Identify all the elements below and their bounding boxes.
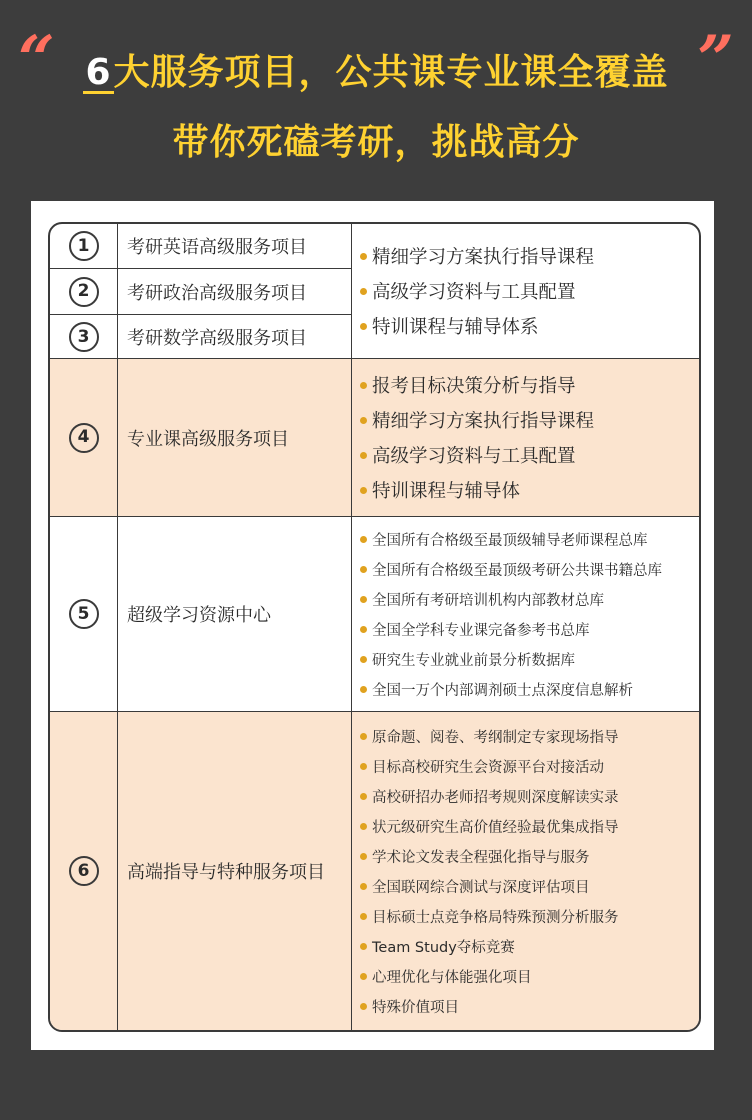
list-item: 研究生专业就业前景分析数据库 — [360, 644, 699, 674]
number-badge-5: 5 — [69, 599, 99, 629]
number-badge-2: 2 — [69, 277, 99, 307]
number-badge-3: 3 — [69, 322, 99, 352]
bullet-dot-icon — [360, 913, 367, 920]
bullet-dot-icon — [360, 763, 367, 770]
feature-list — [352, 359, 699, 516]
list-item: 全国所有考研培训机构内部教材总库 — [360, 584, 699, 614]
list-item: 高校研招办老师招考规则深度解读实录 — [360, 781, 699, 811]
list-item: 心理优化与体能强化项目 — [360, 961, 699, 991]
bullet-dot-icon — [360, 793, 367, 800]
list-item: 全国联网综合测试与深度评估项目 — [360, 871, 699, 901]
list-item: 学术论文发表全程强化指导与服务 — [360, 841, 699, 871]
number-badge-6: 6 — [69, 856, 99, 886]
service-name-politics: 考研政治高级服务项目 — [118, 269, 352, 314]
bullet-dot-icon — [360, 452, 367, 459]
headline-line-1-text: 大服务项目，公共课专业课全覆盖 — [113, 52, 669, 93]
list-item: Team Study夺标竞赛 — [360, 931, 699, 961]
service-name-english: 考研英语高级服务项目 — [118, 224, 352, 268]
service-table — [48, 222, 701, 1032]
headline-line-2: 带你死磕考研，挑战高分 — [172, 122, 580, 163]
bullet-dot-icon — [360, 596, 367, 603]
sub-row-english — [50, 224, 352, 269]
bullet-dot-icon — [360, 853, 367, 860]
list-item: 全国全学科专业课完备参考书总库 — [360, 614, 699, 644]
bullet-dot-icon — [360, 943, 367, 950]
list-item: 精细学习方案执行指导课程 — [360, 403, 699, 438]
bullet-dot-icon — [360, 973, 367, 980]
list-item: 原命题、阅卷、考纲制定专家现场指导 — [360, 721, 699, 751]
bullet-dot-icon — [360, 382, 367, 389]
bullet-dot-icon — [360, 883, 367, 890]
sub-row-math — [50, 315, 352, 359]
bullet-dot-icon — [360, 823, 367, 830]
list-item: 目标硕士点竞争格局特殊预测分析服务 — [360, 901, 699, 931]
service-name-major-course: 专业课高级服务项目 — [118, 359, 352, 516]
bullet-dot-icon — [360, 566, 367, 573]
headline-line-1 — [0, 44, 752, 95]
service-name-resource-center: 超级学习资源中心 — [118, 517, 352, 711]
list-item: 精细学习方案执行指导课程 — [360, 239, 699, 274]
list-item: 特训课程与辅导体系 — [360, 309, 699, 344]
list-item: 特殊价值项目 — [360, 991, 699, 1021]
bullet-dot-icon — [360, 536, 367, 543]
open-quote-mark: “ — [18, 22, 55, 97]
service-name-premium-guidance: 高端指导与特种服务项目 — [118, 712, 352, 1030]
bullet-dot-icon — [360, 417, 367, 424]
table-row-major-course — [50, 359, 699, 517]
table-row-public-courses — [50, 224, 699, 359]
number-badge-4: 4 — [69, 423, 99, 453]
list-item: 全国所有合格级至最顶级考研公共课书籍总库 — [360, 554, 699, 584]
bullet-dot-icon — [360, 323, 367, 330]
bullet-dot-icon — [360, 1003, 367, 1010]
bullet-dot-icon — [360, 686, 367, 693]
service-name-math: 考研数学高级服务项目 — [118, 315, 352, 359]
list-item: 状元级研究生高价值经验最优集成指导 — [360, 811, 699, 841]
table-row-premium-guidance — [50, 712, 699, 1030]
bullet-dot-icon — [360, 656, 367, 663]
sub-row-politics — [50, 269, 352, 315]
number-badge-1: 1 — [69, 231, 99, 261]
list-item: 全国所有合格级至最顶级辅导老师课程总库 — [360, 524, 699, 554]
bullet-dot-icon — [360, 626, 367, 633]
headline-number: 6 — [85, 52, 112, 93]
list-item: 目标高校研究生会资源平台对接活动 — [360, 751, 699, 781]
list-item: 高级学习资料与工具配置 — [360, 274, 699, 309]
feature-list — [352, 517, 699, 711]
bullet-dot-icon — [360, 733, 367, 740]
bullet-dot-icon — [360, 253, 367, 260]
close-quote-mark: ” — [697, 22, 734, 97]
list-item: 高级学习资料与工具配置 — [360, 438, 699, 473]
feature-list — [352, 224, 699, 358]
bullet-dot-icon — [360, 288, 367, 295]
list-item: 报考目标决策分析与指导 — [360, 368, 699, 403]
table-row-resource-center — [50, 517, 699, 712]
bullet-dot-icon — [360, 487, 367, 494]
service-card — [31, 201, 714, 1050]
list-item: 特训课程与辅导体 — [360, 473, 699, 508]
list-item: 全国一万个内部调剂硕士点深度信息解析 — [360, 674, 699, 704]
feature-list — [352, 712, 699, 1030]
